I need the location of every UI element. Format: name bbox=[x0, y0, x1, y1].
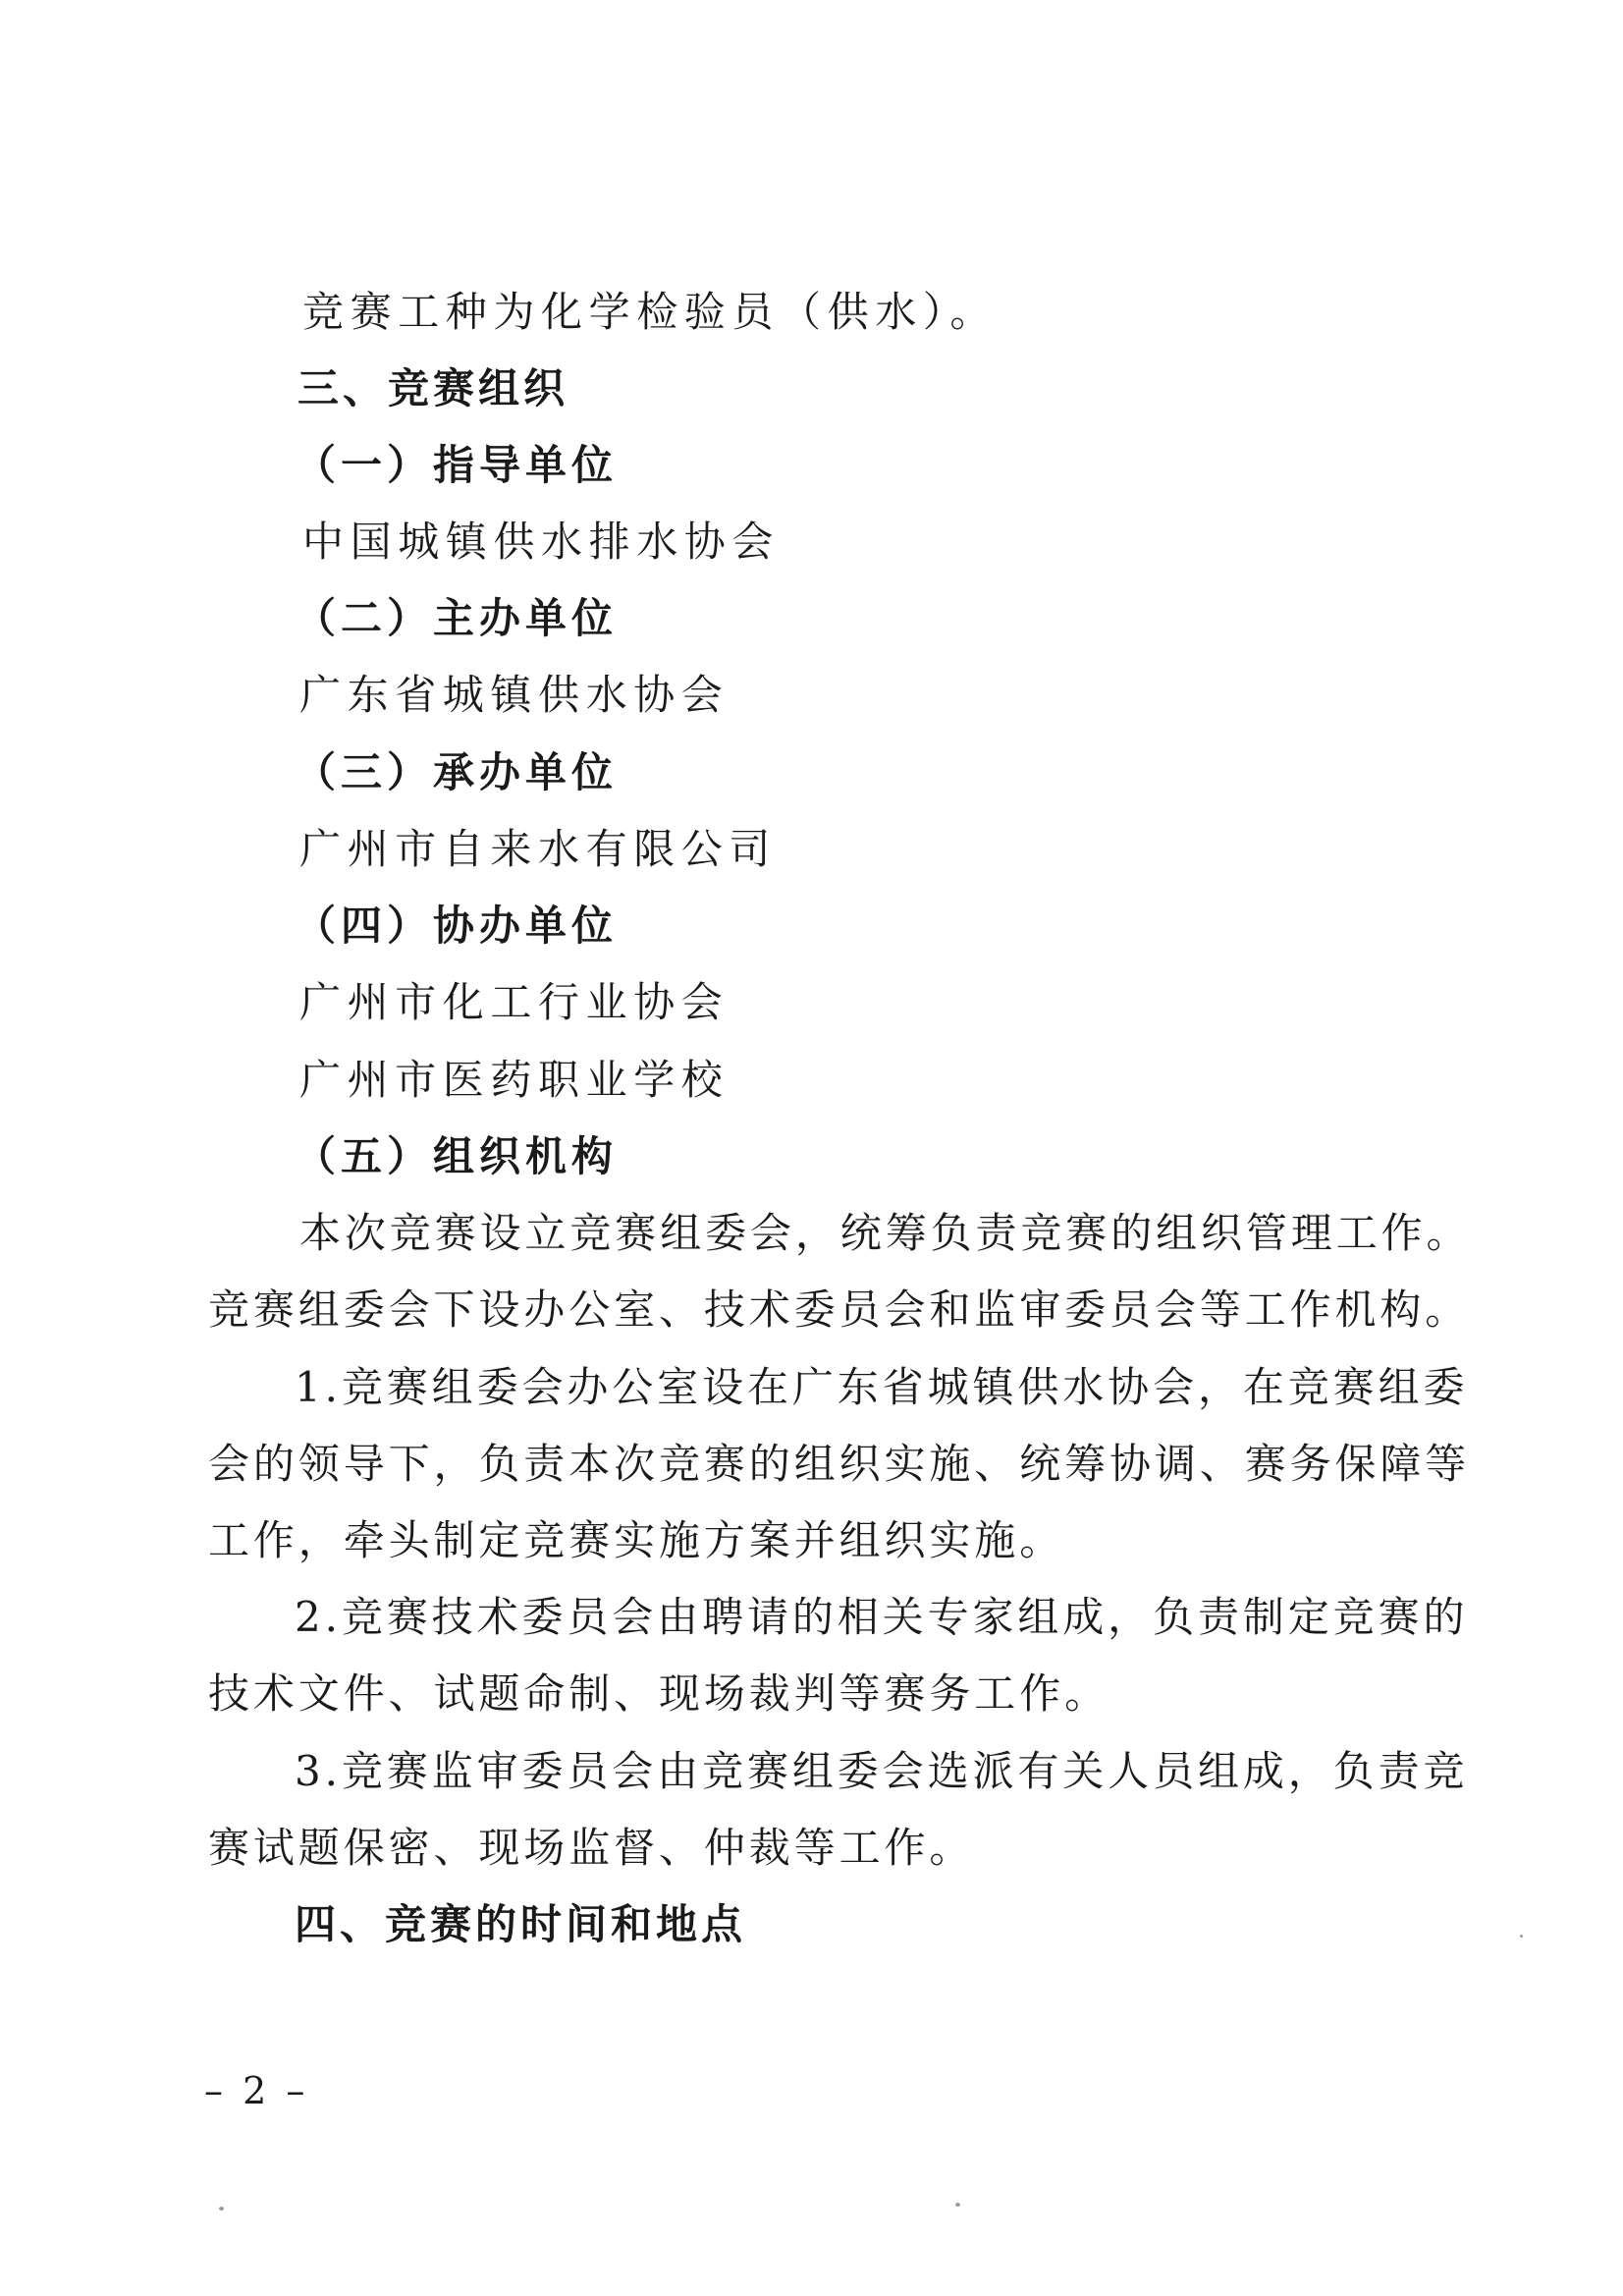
paragraph-line: 赛试题保密、现场监督、仲裁等工作。 bbox=[208, 1824, 975, 1872]
paragraph-line: 工作，牵头制定竞赛实施方案并组织实施。 bbox=[208, 1516, 1065, 1564]
paragraph-line: 竞赛组委会下设办公室、技术委员会和监审委员会等工作机构。 bbox=[208, 1285, 1471, 1334]
text-line: 广州市医药职业学校 bbox=[299, 1056, 730, 1104]
scan-speck bbox=[219, 2207, 224, 2211]
text-line: 广州市化工行业协会 bbox=[299, 978, 730, 1026]
paragraph-line: 3.竞赛监审委员会由竞赛组委会选派有关人员组成，负责竞 bbox=[295, 1747, 1469, 1795]
subsection-heading: （四）协办单位 bbox=[295, 902, 619, 950]
page-number: – 2 – bbox=[204, 2069, 309, 2112]
text-line: 中国城镇供水排水协会 bbox=[302, 518, 781, 566]
text-line: 竞赛工种为化学检验员（供水）。 bbox=[302, 288, 999, 336]
paragraph-line: 2.竞赛技术委员会由聘请的相关专家组成，负责制定竞赛的 bbox=[295, 1593, 1469, 1641]
subsection-heading: （五）组织机构 bbox=[295, 1132, 619, 1180]
paragraph-line: 本次竞赛设立竞赛组委会，统筹负责竞赛的组织管理工作。 bbox=[299, 1209, 1472, 1257]
scan-speck bbox=[1520, 1935, 1523, 1938]
section-heading: 四、竞赛的时间和地点 bbox=[295, 1900, 747, 1948]
text-line: 广州市自来水有限公司 bbox=[299, 825, 778, 873]
subsection-heading: （一）指导单位 bbox=[295, 441, 619, 489]
text-line: 广东省城镇供水协会 bbox=[299, 671, 730, 719]
paragraph-line: 会的领导下，负责本次竞赛的组织实施、统筹协调、赛务保障等 bbox=[208, 1440, 1471, 1488]
section-heading: 三、竞赛组织 bbox=[298, 364, 569, 412]
paragraph-line: 1.竞赛组委会办公室设在广东省城镇供水协会，在竞赛组委 bbox=[295, 1363, 1469, 1411]
subsection-heading: （三）承办单位 bbox=[295, 748, 619, 796]
paragraph-line: 技术文件、试题命制、现场裁判等赛务工作。 bbox=[208, 1669, 1110, 1718]
subsection-heading: （二）主办单位 bbox=[295, 594, 619, 642]
scan-speck bbox=[955, 2203, 960, 2207]
